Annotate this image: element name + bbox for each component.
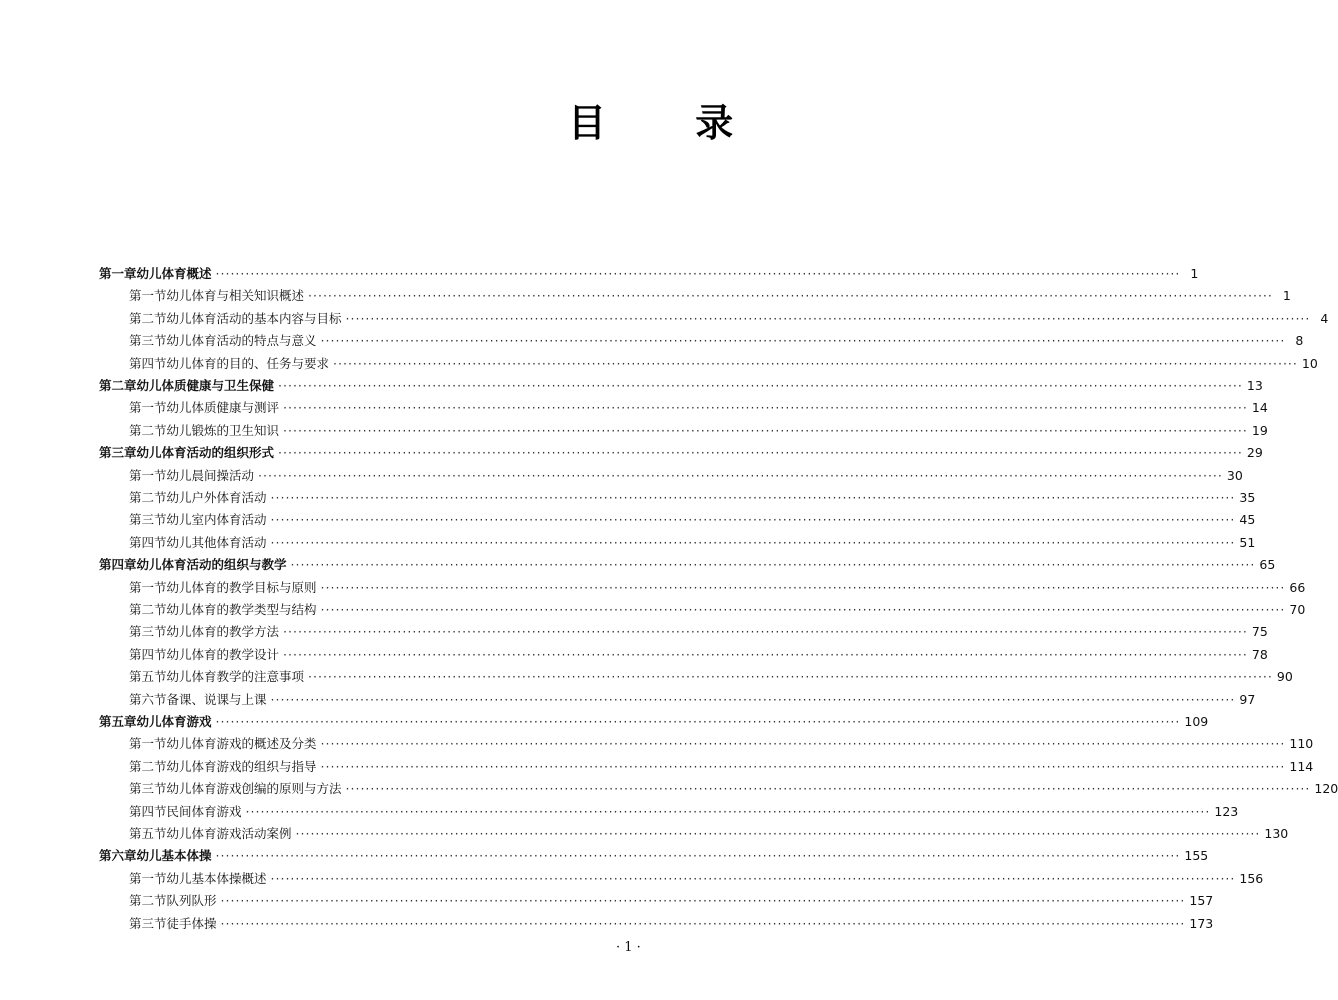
toc-leader-dots	[308, 669, 1273, 685]
toc-entry-page: 66	[1289, 579, 1306, 595]
toc-chapter-entry	[99, 842, 1209, 864]
toc-entry-page: 45	[1239, 512, 1256, 528]
toc-leader-dots	[296, 826, 1261, 842]
toc-chapter-entry	[99, 439, 1263, 461]
toc-entry-label: 第一章	[99, 266, 137, 281]
toc-section-entry	[129, 282, 1291, 304]
toc-entry-title: 幼儿体育活动的基本内容与目标	[166, 310, 342, 326]
toc-entry-title: 徒手体操	[166, 915, 217, 931]
toc-entry-page: 78	[1251, 646, 1268, 662]
toc-leader-dots	[216, 714, 1181, 730]
toc-leader-dots	[271, 490, 1236, 506]
toc-entry-page: 157	[1189, 893, 1214, 909]
toc-entry-page: 30	[1226, 467, 1243, 483]
toc-section-entry	[129, 753, 1314, 775]
toc-entry-label: 第三节	[129, 915, 167, 931]
toc-chapter-entry	[99, 708, 1209, 730]
toc-leader-dots	[308, 288, 1273, 304]
toc-entry-title: 幼儿室内体育活动	[166, 512, 267, 528]
toc-entry-label: 第二节	[129, 422, 167, 438]
toc-entry-page: 75	[1251, 624, 1268, 640]
toc-entry-label: 第四节	[129, 534, 167, 550]
toc-leader-dots	[291, 557, 1256, 573]
toc-entry-page: 156	[1239, 870, 1264, 886]
toc-leader-dots	[333, 356, 1298, 372]
page-title: 目 录	[568, 100, 772, 145]
toc-entry-title: 幼儿其他体育活动	[166, 534, 267, 550]
toc-section-entry	[129, 394, 1268, 416]
toc-leader-dots	[271, 512, 1236, 528]
toc-entry-page: 1	[1190, 266, 1199, 281]
toc-section-entry	[129, 596, 1306, 618]
toc-entry-title: 幼儿体质健康与卫生保健	[136, 378, 275, 393]
toc-entry-label: 第三节	[129, 512, 167, 528]
toc-entry-label: 第二节	[129, 893, 167, 909]
toc-section-entry	[129, 350, 1318, 372]
toc-entry-title: 幼儿基本体操概述	[166, 870, 267, 886]
toc-leader-dots	[221, 893, 1186, 909]
toc-entry-title: 幼儿体育游戏	[136, 714, 212, 729]
toc-entry-label: 第三节	[129, 333, 167, 349]
toc-leader-dots	[271, 535, 1236, 551]
toc-section-entry	[129, 730, 1314, 752]
toc-entry-label: 第二章	[99, 378, 137, 393]
toc-entry-title: 幼儿晨间操活动	[166, 467, 255, 483]
toc-section-entry	[129, 484, 1256, 506]
toc-entry-title: 备课、说课与上课	[166, 691, 267, 707]
toc-section-entry	[129, 305, 1329, 327]
toc-entry-page: 70	[1289, 602, 1306, 617]
toc-leader-dots	[321, 333, 1286, 349]
toc-section-entry	[129, 910, 1214, 932]
toc-entry-title: 幼儿体育活动的特点与意义	[166, 333, 317, 349]
toc-leader-dots	[216, 266, 1181, 282]
toc-entry-label: 第三节	[129, 624, 167, 640]
toc-leader-dots	[321, 580, 1286, 596]
toc-entry-label: 第五节	[129, 669, 167, 685]
toc-section-entry	[129, 641, 1268, 663]
toc-entry-page: 90	[1276, 669, 1293, 685]
toc-entry-label: 第六章	[99, 848, 137, 864]
toc-chapter-entry	[99, 551, 1276, 573]
toc-leader-dots	[346, 781, 1311, 797]
toc-entry-title: 幼儿体育游戏的概述及分类	[166, 736, 317, 752]
toc-entry-title: 幼儿体质健康与测评	[166, 400, 280, 416]
toc-entry-label: 第六节	[129, 691, 167, 707]
toc-entry-page: 173	[1189, 915, 1214, 931]
toc-entry-label: 第五节	[129, 826, 167, 841]
toc-entry-page: 8	[1295, 333, 1304, 349]
toc-section-entry	[129, 462, 1243, 484]
toc-entry-title: 幼儿体育游戏的组织与指导	[166, 758, 317, 774]
toc-entry-page: 110	[1289, 736, 1314, 752]
toc-entry-label: 第五章	[99, 714, 137, 729]
toc-leader-dots	[346, 311, 1311, 327]
toc-entry-page: 1	[1282, 288, 1291, 304]
toc-entry-title: 幼儿锻炼的卫生知识	[166, 422, 280, 438]
toc-entry-page: 19	[1251, 422, 1268, 438]
toc-entry-label: 第四节	[129, 646, 167, 662]
toc-section-entry	[129, 618, 1268, 640]
toc-entry-title: 幼儿体育游戏活动案例	[166, 826, 292, 841]
toc-leader-dots	[283, 624, 1248, 640]
toc-entry-title: 幼儿体育的教学设计	[166, 646, 280, 662]
toc-entry-title: 幼儿户外体育活动	[166, 490, 267, 505]
toc-leader-dots	[271, 871, 1236, 887]
toc-entry-label: 第四章	[99, 557, 137, 573]
toc-entry-page: 14	[1251, 400, 1268, 416]
toc-section-entry	[129, 327, 1304, 349]
page-number: · 1 ·	[616, 940, 641, 955]
toc-entry-label: 第四节	[129, 803, 167, 819]
toc-entry-title: 幼儿体育教学的注意事项	[166, 669, 305, 685]
toc-entry-title: 民间体育游戏	[166, 803, 242, 819]
toc-section-entry	[129, 574, 1306, 596]
toc-section-entry	[129, 775, 1338, 797]
toc-leader-dots	[283, 400, 1248, 416]
toc-entry-page: 4	[1320, 310, 1329, 326]
toc-leader-dots	[246, 804, 1211, 820]
toc-section-entry	[129, 417, 1268, 439]
toc-entry-title: 队列队形	[166, 893, 217, 909]
toc-entry-label: 第二节	[129, 602, 167, 617]
toc-entry-page: 114	[1289, 758, 1314, 774]
toc-chapter-entry	[99, 260, 1199, 282]
toc-entry-page: 97	[1239, 691, 1256, 707]
toc-entry-label: 第四节	[129, 355, 167, 371]
toc-section-entry	[129, 865, 1264, 887]
toc-leader-dots	[278, 378, 1243, 394]
toc-entry-title: 幼儿体育概述	[136, 266, 212, 281]
toc-entry-title: 幼儿体育活动的组织形式	[136, 445, 275, 461]
toc-entry-label: 第二节	[129, 490, 167, 505]
toc-leader-dots	[221, 916, 1186, 932]
toc-section-entry	[129, 887, 1214, 909]
toc-entry-page: 10	[1301, 355, 1318, 371]
toc-section-entry	[129, 820, 1289, 842]
toc-entry-label: 第三节	[129, 781, 167, 797]
toc-section-entry	[129, 663, 1293, 685]
toc-entry-label: 第三章	[99, 445, 137, 461]
toc-entry-label: 第二节	[129, 758, 167, 774]
toc-entry-label: 第一节	[129, 579, 167, 595]
toc-leader-dots	[321, 736, 1286, 752]
toc-entry-page: 155	[1184, 848, 1209, 864]
toc-leader-dots	[258, 468, 1223, 484]
toc-entry-page: 123	[1214, 803, 1239, 819]
toc-entry-title: 幼儿体育的教学目标与原则	[166, 579, 317, 595]
toc-entry-label: 第一节	[129, 288, 167, 304]
toc-chapter-entry	[99, 372, 1263, 394]
toc-leader-dots	[271, 692, 1236, 708]
toc-entry-page: 130	[1264, 826, 1289, 841]
toc-entry-label: 第一节	[129, 400, 167, 416]
toc-entry-page: 109	[1184, 714, 1209, 729]
toc-entry-title: 幼儿体育活动的组织与教学	[136, 557, 287, 573]
toc-entry-title: 幼儿基本体操	[136, 848, 212, 864]
toc-entry-page: 35	[1239, 490, 1256, 505]
toc-entry-page: 51	[1239, 534, 1256, 550]
toc-entry-title: 幼儿体育与相关知识概述	[166, 288, 305, 304]
toc-entry-label: 第一节	[129, 870, 167, 886]
toc-entry-page: 29	[1246, 445, 1263, 461]
toc-entry-title: 幼儿体育的教学类型与结构	[166, 602, 317, 617]
toc-leader-dots	[283, 647, 1248, 663]
toc-leader-dots	[321, 759, 1286, 775]
toc-leader-dots	[283, 423, 1248, 439]
toc-entry-title: 幼儿体育的教学方法	[166, 624, 280, 640]
toc-entry-label: 第一节	[129, 736, 167, 752]
toc-section-entry	[129, 506, 1256, 528]
toc-leader-dots	[321, 602, 1286, 618]
toc-section-entry	[129, 529, 1256, 551]
toc-entry-label: 第一节	[129, 467, 167, 483]
toc-entry-page: 13	[1246, 378, 1263, 393]
toc-entry-title: 幼儿体育游戏创编的原则与方法	[166, 781, 342, 797]
toc-section-entry	[129, 686, 1256, 708]
toc-entry-label: 第二节	[129, 310, 167, 326]
toc-leader-dots	[278, 445, 1243, 461]
toc-entry-title: 幼儿体育的目的、任务与要求	[166, 355, 330, 371]
toc-leader-dots	[216, 848, 1181, 864]
toc-entry-page: 120	[1314, 781, 1338, 797]
toc-entry-page: 65	[1259, 557, 1276, 573]
toc-section-entry	[129, 798, 1239, 820]
